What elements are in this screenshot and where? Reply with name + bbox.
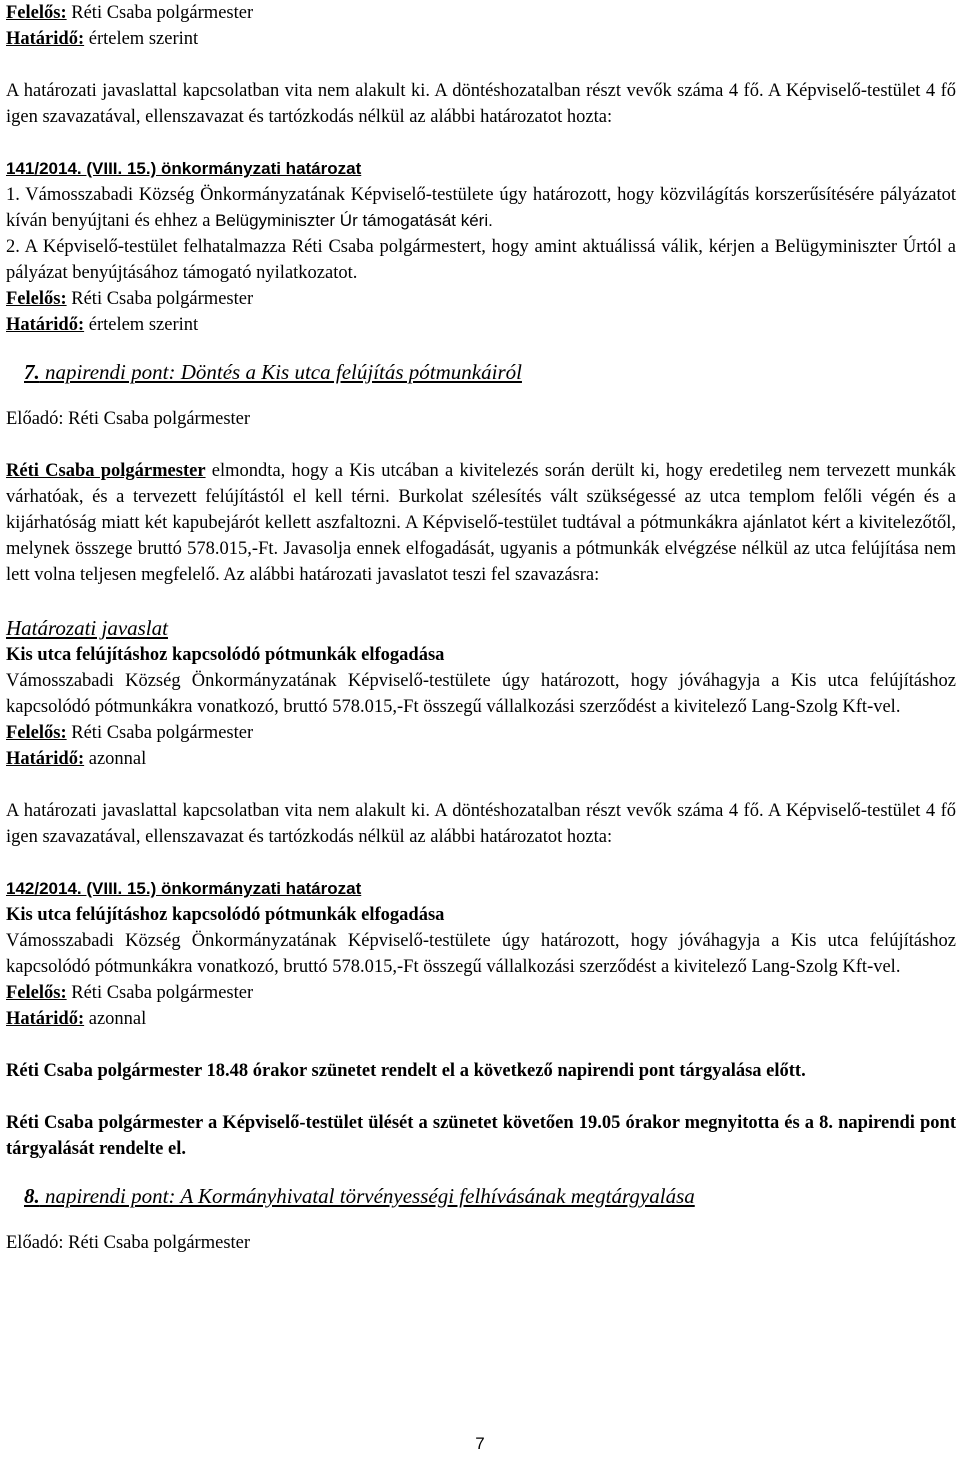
speaker-name: Réti Csaba polgármester xyxy=(6,461,206,481)
agenda-number: 7. xyxy=(24,360,40,384)
agenda-item-7-title xyxy=(6,358,956,386)
deadline-line xyxy=(6,1006,956,1032)
responsible-label: Felelős: xyxy=(6,289,67,309)
point-number: 2. xyxy=(6,237,20,257)
resolution-point-2 xyxy=(6,234,956,286)
responsible-label: Felelős: xyxy=(6,723,67,743)
point-text-sans: Belügyminiszter Úr támogatását kéri. xyxy=(215,211,493,230)
responsible-line xyxy=(6,0,956,26)
responsible-line xyxy=(6,980,956,1006)
agenda-7-body xyxy=(6,458,956,588)
break-announcement: Réti Csaba polgármester 18.48 órakor szünetet rendelt el a következő napirendi pont tárgyalása előtt. xyxy=(6,1061,806,1081)
page-number: 7 xyxy=(475,1434,485,1453)
responsible-value: Réti Csaba polgármester xyxy=(66,723,254,743)
agenda-title: napirendi pont: Döntés a Kis utca felújítás pótmunkáiról xyxy=(39,360,522,384)
agenda-7-text: elmondta, hogy a Kis utcában a kivitelezés során derült ki, hogy eredetileg nem tervezett munkák várhatóak, és a tervezett felújítástól el kell térni. Burkolat szélesítés vált szükségessé az utca templom felőli végén és a kijárhatóság miatt két kapubejárót kellett aszfaltozni. A Képviselő-testület tudtával a pótmunkákra ajánlatot kért a kivitelezőtől, melynek összege bruttó 578.015,-Ft. Javasolja ennek elfogadását, ugyanis a pótmunkák elvégzése nélkül az utca felújítása nem lett volna teljesen megfelelő. Az alábbi határozati javaslatot teszi fel szavazásra: xyxy=(6,461,956,585)
deadline-value: értelem szerint xyxy=(84,315,199,335)
proposal-text: Vámosszabadi Község Önkormányzatának Képviselő-testülete úgy határozott, hogy jóváhagyja a Kis utca felújításhoz kapcsolódó pótmunkákra vonatkozó, bruttó 578.015,-Ft összegű vállalkozási szerződést a kivitelező Lang-Szolg Kft-vel. xyxy=(6,671,956,717)
responsible-label: Felelős: xyxy=(6,983,67,1003)
point-number: 1. xyxy=(6,185,20,205)
deadline-line xyxy=(6,312,956,338)
deadline-value: azonnal xyxy=(84,749,147,769)
responsible-label: Felelős: xyxy=(6,3,67,23)
resolution-title: 141/2014. (VIII. 15.) önkormányzati határozat xyxy=(6,159,362,178)
responsible-value: Réti Csaba polgármester xyxy=(66,3,254,23)
responsible-line xyxy=(6,286,956,312)
point-text: Vámosszabadi Község Önkormányzatának Képviselő-testülete úgy határozott, hogy közvilágítás korszerűsítésére pályázatot kíván benyújtani és ehhez a xyxy=(6,185,956,231)
deadline-value: azonnal xyxy=(84,1009,147,1029)
deadline-line xyxy=(6,746,956,772)
agenda-item-8-title xyxy=(6,1182,956,1210)
point-text: A Képviselő-testület felhatalmazza Réti Csaba polgármestert, hogy amint aktuálissá válik, kérjen a Belügyminiszter Úrtól a pályázat benyújtásához támogató nyilatkozatot. xyxy=(6,237,956,283)
vote-paragraph: A határozati javaslattal kapcsolatban vita nem alakult ki. A döntéshozatalban részt vevők száma 4 fő. A Képviselő-testület 4 fő igen szavazatával, ellenszavazat és tartózkodás nélkül az alábbi határozatot hozta: xyxy=(6,801,956,847)
deadline-value: értelem szerint xyxy=(84,29,199,49)
deadline-label: Határidő: xyxy=(6,1009,85,1029)
deadline-label: Határidő: xyxy=(6,29,85,49)
resolution-point-1 xyxy=(6,182,956,234)
resume-announcement: Réti Csaba polgármester a Képviselő-testület ülését a szünetet követően 19.05 órakor megnyitotta és a 8. napirendi pont tárgyalását rendelte el. xyxy=(6,1113,956,1159)
agenda-number: 8. xyxy=(24,1184,40,1208)
document-page xyxy=(6,0,956,1256)
responsible-value: Réti Csaba polgármester xyxy=(66,289,254,309)
proposal-heading: Határozati javaslat xyxy=(6,616,168,640)
presenter-line: Előadó: Réti Csaba polgármester xyxy=(6,409,251,429)
proposal-subject: Kis utca felújításhoz kapcsolódó pótmunkák elfogadása xyxy=(6,645,445,665)
deadline-label: Határidő: xyxy=(6,315,85,335)
resolution-subject: Kis utca felújításhoz kapcsolódó pótmunkák elfogadása xyxy=(6,905,445,925)
resolution-title: 142/2014. (VIII. 15.) önkormányzati határozat xyxy=(6,879,362,898)
presenter-line: Előadó: Réti Csaba polgármester xyxy=(6,1233,251,1253)
agenda-title: napirendi pont: A Kormányhivatal törvényességi felhívásának megtárgyalása xyxy=(39,1184,695,1208)
deadline-label: Határidő: xyxy=(6,749,85,769)
vote-paragraph: A határozati javaslattal kapcsolatban vita nem alakult ki. A döntéshozatalban részt vevők száma 4 fő. A Képviselő-testület 4 fő igen szavazatával, ellenszavazat és tartózkodás nélkül az alábbi határozatot hozta: xyxy=(6,81,956,127)
resolution-text: Vámosszabadi Község Önkormányzatának Képviselő-testülete úgy határozott, hogy jóváhagyja a Kis utca felújításhoz kapcsolódó pótmunkákra vonatkozó, bruttó 578.015,-Ft összegű vállalkozási szerződést a kivitelező Lang-Szolg Kft-vel. xyxy=(6,931,956,977)
deadline-line xyxy=(6,26,956,52)
responsible-value: Réti Csaba polgármester xyxy=(66,983,254,1003)
responsible-line xyxy=(6,720,956,746)
